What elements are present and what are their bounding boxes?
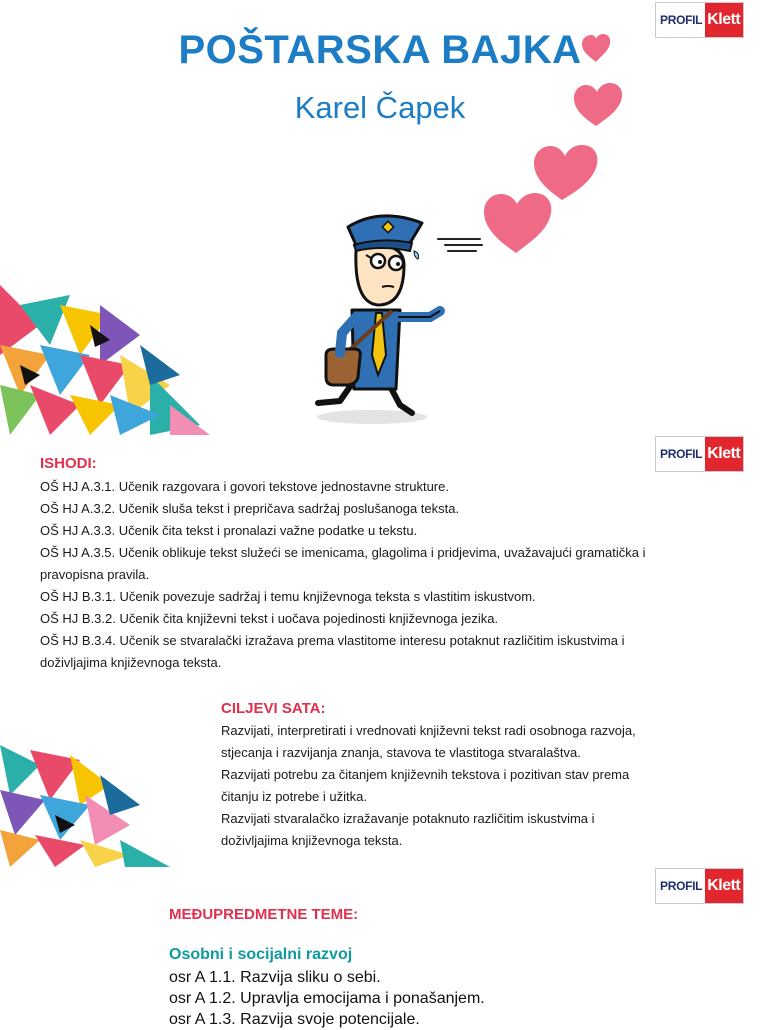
list-item: osr A 1.1. Razvija sliku o sebi. [169, 969, 381, 986]
teme-subheading: Osobni i socijalni razvoj [169, 946, 353, 963]
heart-icon [582, 34, 610, 62]
list-item: OŠ HJ A.3.2. Učenik sluša tekst i prepričava sadržaj poslušanoga teksta. [40, 501, 460, 516]
list-item: čitanju iz potrebe i užitka. [221, 789, 367, 804]
logo-profil-text: PROFIL [660, 447, 703, 461]
triangle-pattern-decoration [0, 285, 210, 435]
list-item: osr A 1.3. Razvija svoje potencijale. [169, 1011, 420, 1028]
postman-illustration [300, 205, 500, 430]
list-item: doživljajima književnoga teksta. [40, 655, 222, 670]
logo-profil-text: PROFIL [660, 13, 703, 27]
list-item: OŠ HJ A.3.5. Učenik oblikuje tekst služeći se imenicama, glagolima i pridjevima, uvažavajući gramatička i [40, 545, 646, 560]
logo-klett-text: Klett [705, 437, 743, 471]
profil-klett-logo [655, 868, 744, 904]
list-item: OŠ HJ B.3.4. Učenik se stvaralački izražava prema vlastitome interesu potaknut različitim iskustvima i [40, 633, 625, 648]
logo-profil-text: PROFIL [660, 879, 703, 893]
ciljevi-list [221, 720, 741, 852]
logo-klett-text: Klett [705, 3, 743, 37]
list-item: stjecanja i razvijanja znanja, stavova te vlastitoga stvaralaštva. [221, 745, 581, 760]
list-item: Razvijati potrebu za čitanjem književnih tekstova i pozitivan stav prema [221, 767, 630, 782]
list-item: Razvijati, interpretirati i vrednovati književni tekst radi osobnoga razvoja, [221, 723, 636, 738]
list-item: osr A 1.2. Upravlja emocijama i ponašanjem. [169, 990, 485, 1007]
triangle-pattern-decoration [0, 745, 170, 867]
list-item: OŠ HJ B.3.1. Učenik povezuje sadržaj i temu književnoga teksta s vlastitim iskustvom. [40, 589, 536, 604]
list-item: Razvijati stvaralačko izražavanje potaknuto različitim iskustvima i [221, 811, 595, 826]
list-item: doživljajima književnoga teksta. [221, 833, 403, 848]
ishodi-list [40, 476, 740, 674]
heart-icon [534, 145, 597, 200]
heart-icon [574, 83, 622, 126]
profil-klett-logo [655, 2, 744, 38]
author-name: Karel Čapek [294, 90, 466, 125]
ishodi-heading: ISHODI: [40, 455, 97, 472]
list-item: OŠ HJ A.3.3. Učenik čita tekst i pronalazi važne podatke u tekstu. [40, 523, 418, 538]
logo-klett-text: Klett [705, 869, 743, 903]
page-title: POŠTARSKA BAJKA [178, 28, 582, 72]
profil-klett-logo [655, 436, 744, 472]
list-item: pravopisna pravila. [40, 567, 150, 582]
ciljevi-heading: CILJEVI SATA: [221, 700, 326, 717]
teme-list [169, 967, 485, 1030]
list-item: OŠ HJ A.3.1. Učenik razgovara i govori tekstove jednostavne strukture. [40, 479, 449, 494]
list-item: OŠ HJ B.3.2. Učenik čita književni tekst i uočava pojedinosti književnoga jezika. [40, 611, 499, 626]
teme-heading: MEĐUPREDMETNE TEME: [169, 906, 359, 923]
